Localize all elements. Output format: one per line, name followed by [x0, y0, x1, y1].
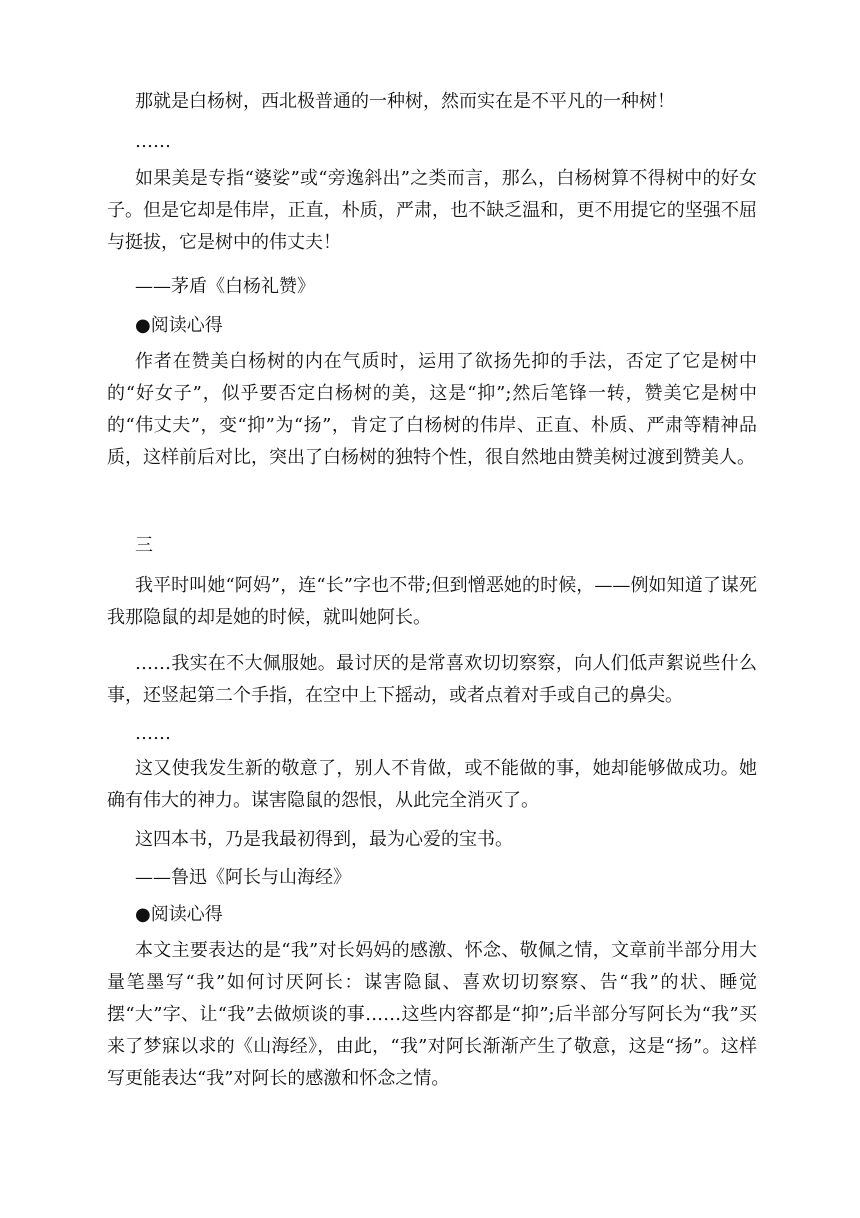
- quote-paragraph: ……我实在不大佩服她。最讨厌的是常喜欢切切察察，向人们低声絮说些什么事，还竖起第二个手指，在空中上下摇动，或者点着对手或自己的鼻尖。: [107, 653, 757, 706]
- commentary-paragraph: 本文主要表达的是“我”对长妈妈的感激、怀念、敬佩之情，文章前半部分用大量笔墨写“我”如何讨厌阿长：谋害隐鼠、喜欢切切察察、告“我”的状、睡觉摆“大”字、让“我”去做烦谈的事……这些内容都是“抑”;后半部分写阿长为“我”买来了梦寐以求的《山海经》，由此，“我”对阿长渐渐产生了敬意，这是“扬”。这样写更能表达“我”对阿长的感激和怀念之情。: [107, 940, 757, 1089]
- section-number: 三: [135, 535, 153, 556]
- reading-notes-heading: ●阅读心得: [135, 315, 223, 336]
- quote-paragraph: 那就是白杨树，西北极普通的一种树，然而实在是不平凡的一种树！: [135, 91, 675, 112]
- reading-notes-heading: ●阅读心得: [135, 904, 223, 925]
- ellipsis-line: ……: [135, 131, 171, 152]
- ellipsis-line: ……: [135, 723, 171, 744]
- quote-paragraph: 这又使我发生新的敬意了，别人不肯做，或不能做的事，她却能够做成功。她确有伟大的神力。谋害隐鼠的怨恨，从此完全消灭了。: [107, 758, 757, 811]
- commentary-paragraph: 作者在赞美白杨树的内在气质时，运用了欲扬先抑的手法，否定了它是树中的“好女子”，似乎要否定白杨树的美，这是“抑”;然后笔锋一转，赞美它是树中的“伟丈夫”，变“抑”为“扬”，肯定了白杨树的伟岸、正直、朴质、严肃等精神品质，这样前后对比，突出了白杨树的独特个性，很自然地由赞美树过渡到赞美人。: [107, 351, 757, 468]
- quote-paragraph: 这四本书，乃是我最初得到，最为心爱的宝书。: [135, 829, 513, 850]
- source-citation: ——茅盾《白杨礼赞》: [135, 276, 315, 297]
- quote-paragraph: 我平时叫她“阿妈”，连“长”字也不带;但到憎恶她的时候，——例如知道了谋死我那隐鼠的却是她的时候，就叫她阿长。: [107, 575, 757, 628]
- source-citation: ——鲁迅《阿长与山海经》: [135, 867, 351, 888]
- quote-paragraph: 如果美是专指“婆娑”或“旁逸斜出”之类而言，那么，白杨树算不得树中的好女子。但是它却是伟岸，正直，朴质，严肃，也不缺乏温和，更不用提它的坚强不屈与挺拔，它是树中的伟丈夫！: [107, 168, 757, 253]
